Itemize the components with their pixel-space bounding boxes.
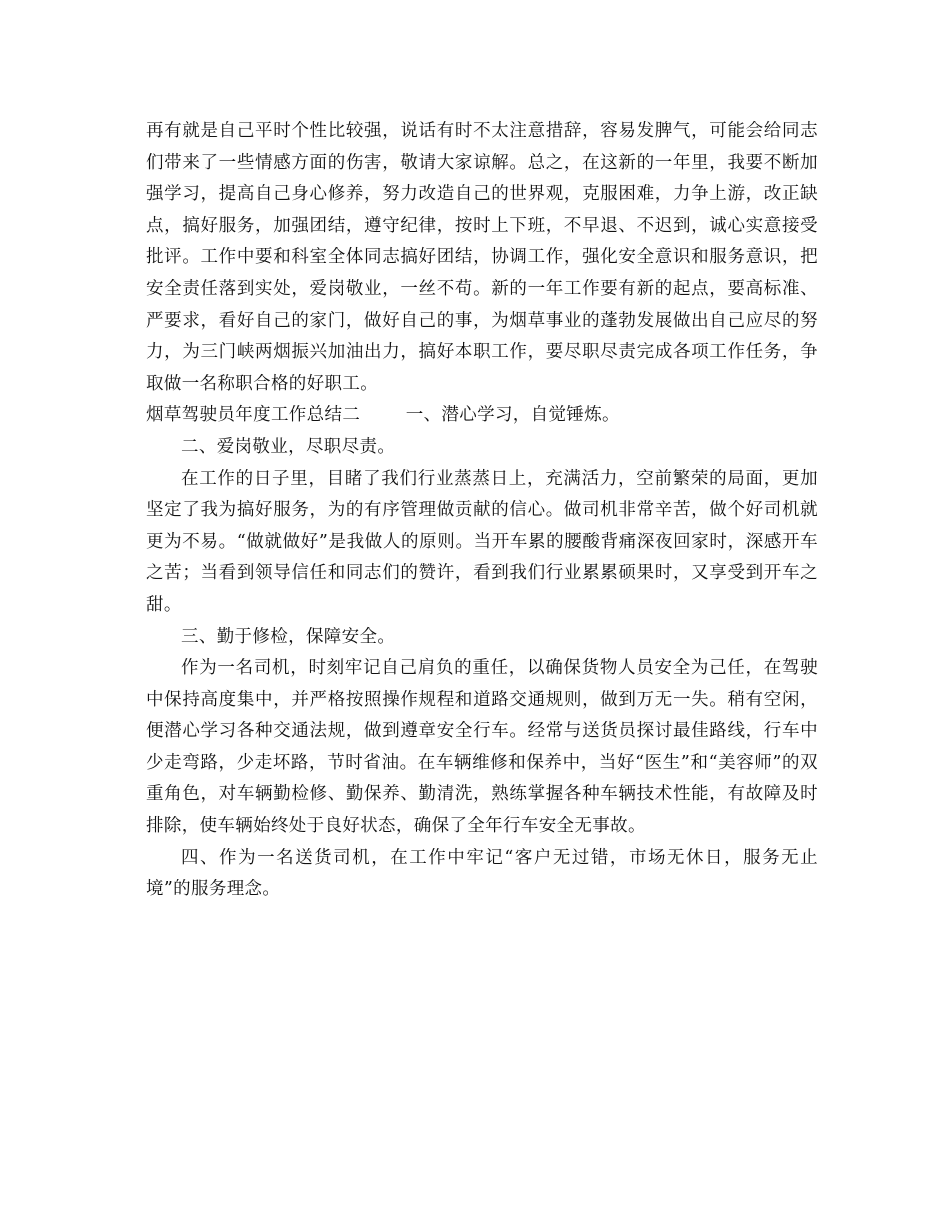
- paragraph-intro: 再有就是自己平时个性比较强，说话有时不太注意措辞，容易发脾气，可能会给同志们带来了一些情感方面的伤害，敬请大家谅解。总之，在这新的一年里，我要不断加强学习，提高自己身心修养，努力改造自己的世界观，克服困难，力争上游，改正缺点，搞好服务，加强团结，遵守纪律，按时上下班，不早退、不迟到，诚心实意接受批评。工作中要和科室全体同志搞好团结，协调工作，强化安全意识和服务意识，把安全责任落到实处，爱岗敬业，一丝不苟。新的一年工作要有新的起点，要高标准、严要求，看好自己的家门，做好自己的事，为烟草事业的蓬勃发展做出自己应尽的努力，为三门峡两烟振兴加油出力，搞好本职工作，要尽职尽责完成各项工作任务，争取做一名称职合格的好职工。: [146, 121, 818, 394]
- paragraph-work-days: 在工作的日子里，目睹了我们行业蒸蒸日上，充满活力，空前繁荣的局面，更加坚定了我为搞好服务，为的有序管理做贡献的信心。做司机非常辛苦，做个好司机就更为不易。“做就做好”是我做人的原则。当开车累的腰酸背痛深夜回家时，深感开车之苦；当看到领导信任和同志们的赞许，看到我们行业累累硕果时，又享受到开车之甜。: [146, 468, 818, 615]
- summary-title-line: [146, 400, 818, 432]
- section-heading-1: 一、潜心学习，自觉锤炼。: [405, 405, 620, 426]
- summary-title: 烟草驾驶员年度工作总结二: [146, 405, 361, 426]
- section-heading-3: 三、勤于修检，保障安全。: [181, 626, 396, 647]
- section-heading-2: 二、爱岗敬业，尽职尽责。: [181, 436, 396, 457]
- section-heading-4: 四、作为一名送货司机，在工作中牢记“客户无过错，市场无休日，服务无止境”的服务理念。: [146, 847, 818, 900]
- document-body: [146, 116, 818, 906]
- paragraph-safety: 作为一名司机，时刻牢记自己肩负的重任，以确保货物人员安全为己任，在驾驶中保持高度集中，并严格按照操作规程和道路交通规则，做到万无一失。稍有空闲，便潜心学习各种交通法规，做到遵章安全行车。经常与送货员探讨最佳路线，行车中少走弯路，少走坏路，节时省油。在车辆维修和保养中，当好“医生”和“美容师”的双重角色，对车辆勤检修、勤保养、勤清洗，熟练掌握各种车辆技术性能，有故障及时排除，使车辆始终处于良好状态，确保了全年行车安全无事故。: [146, 658, 818, 837]
